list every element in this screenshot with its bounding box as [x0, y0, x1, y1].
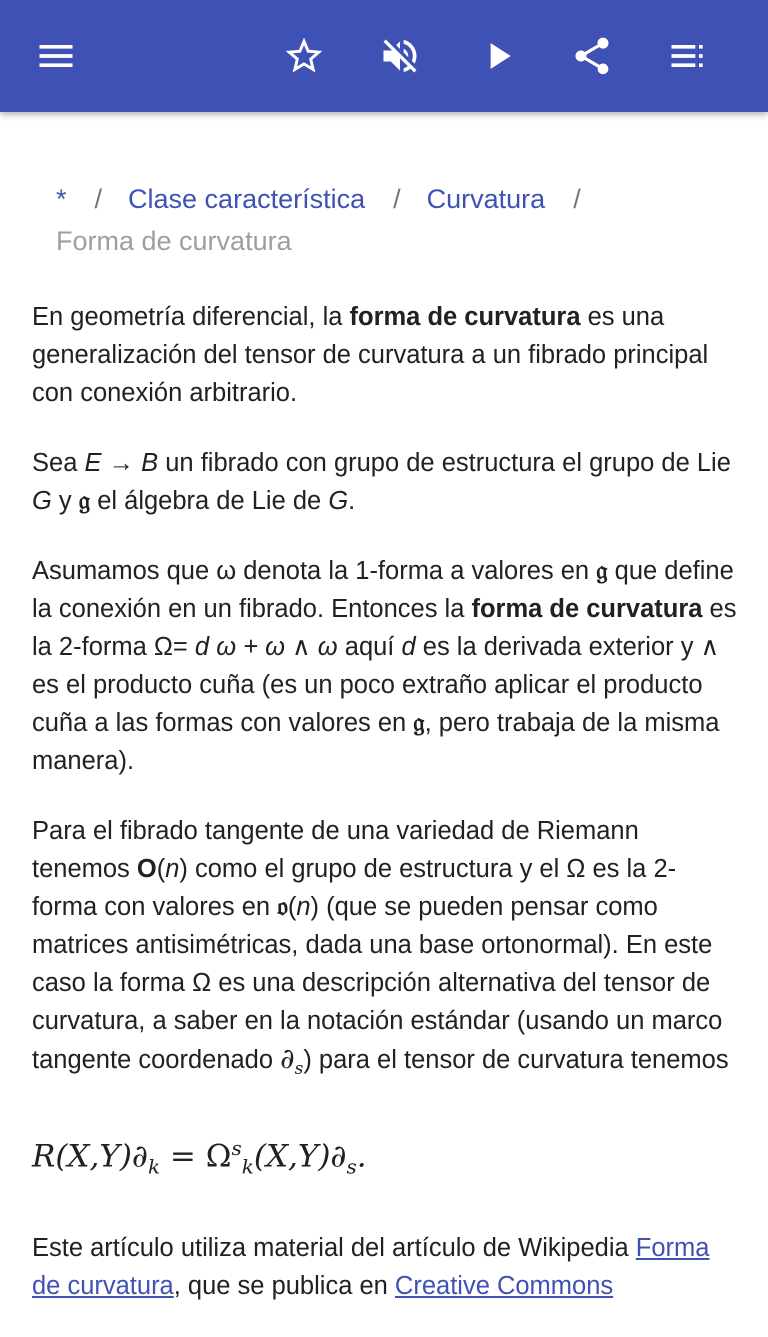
text: ( — [287, 893, 297, 921]
formula-superscript: s — [231, 1136, 242, 1161]
play-button[interactable] — [470, 28, 526, 84]
math-fraktur-o: 𝔬 — [277, 892, 288, 922]
license-link[interactable]: Creative Commons — [394, 1271, 614, 1300]
mute-button[interactable] — [372, 28, 428, 84]
formula-part: = Ω — [160, 1138, 232, 1175]
text: ) como el grupo de estructura y el Ω es la 2-forma con valores en — [32, 855, 677, 921]
bold-term: forma de curvatura — [471, 595, 703, 623]
bold-term: forma de curvatura — [349, 303, 581, 331]
formula-part: R(X,Y)∂ — [32, 1138, 148, 1175]
menu-button[interactable] — [28, 28, 84, 84]
breadcrumb-separator: / — [393, 184, 401, 214]
math-fraktur-g: 𝔤 — [596, 556, 608, 586]
formula-subscript: s — [346, 1154, 357, 1179]
paragraph-definition — [32, 444, 738, 520]
breadcrumb-home-link[interactable]: * — [56, 184, 67, 214]
paragraph-attribution — [32, 1229, 738, 1305]
text: el álgebra de Lie de — [90, 487, 329, 515]
formula-subscript: k — [241, 1154, 254, 1179]
text: . — [348, 487, 356, 515]
text: Sea — [32, 449, 85, 477]
hamburger-menu-icon — [34, 34, 78, 78]
math-subscript: s — [294, 1059, 304, 1080]
play-icon — [476, 34, 520, 78]
formula-part: . — [356, 1138, 367, 1175]
article-content — [0, 112, 768, 1300]
article-body — [32, 298, 738, 1337]
playlist-button[interactable] — [660, 28, 716, 84]
math-bold: O — [136, 855, 157, 883]
text: es la derivada exterior y ∧ es el producto cuña (es un poco extraño aplicar el producto cuña a las formas con valores en — [32, 633, 720, 737]
favorite-button[interactable] — [276, 28, 332, 84]
breadcrumb-link-curvatura[interactable]: Curvatura — [426, 184, 546, 214]
breadcrumb-current: Forma de curvatura — [56, 226, 292, 256]
math-inline: n — [165, 855, 180, 883]
math-inline: G — [328, 487, 349, 515]
breadcrumb — [56, 178, 716, 262]
text: ) (que se pueden pensar como matrices antisimétricas, dada una base ortonormal). En este caso la forma Ω es una descripción alternativa del tensor de curvatura, a saber en la notación estándar (usando un marco tangente coordenado — [32, 893, 723, 1074]
text: es la 2-forma Ω= — [32, 595, 737, 661]
breadcrumb-separator: / — [573, 184, 581, 214]
math-inline: d ω + ω ∧ ω — [194, 633, 338, 661]
math-fraktur-g: 𝔤 — [413, 708, 425, 738]
text: ) para el tensor de curvatura tenemos — [303, 1046, 729, 1074]
paragraph-riemann — [32, 812, 738, 1088]
paragraph-connection — [32, 552, 738, 780]
math-inline: n — [296, 893, 311, 921]
text: ( — [156, 855, 166, 883]
text: aquí — [337, 633, 402, 661]
wikipedia-article-link[interactable]: Forma de curvatura — [32, 1233, 710, 1300]
volume-off-icon — [378, 34, 422, 78]
text: un fibrado con grupo de estructura el grupo de Lie — [158, 449, 731, 477]
text: Para el fibrado tangente de una variedad de Riemann tenemos — [32, 817, 639, 883]
math-inline: G — [32, 487, 52, 515]
app-toolbar — [0, 0, 768, 112]
text: Asumamos que ω denota la 1-forma a valores en — [32, 557, 597, 585]
playlist-icon — [666, 34, 710, 78]
formula-part: (X,Y)∂ — [253, 1138, 347, 1175]
math-inline: d — [401, 633, 416, 661]
text: , pero trabaja de la misma manera). — [32, 709, 720, 775]
math-fraktur-g: 𝔤 — [78, 486, 91, 516]
paragraph-intro — [32, 298, 738, 412]
text: , que se publica en — [173, 1271, 395, 1300]
text: En geometría diferencial, la — [32, 303, 350, 331]
text: y — [51, 487, 79, 515]
formula-subscript: k — [147, 1154, 161, 1179]
share-button[interactable] — [564, 28, 620, 84]
text: que define la conexión en un fibrado. Entonces la — [32, 557, 734, 623]
math-inline: E → B — [84, 449, 159, 477]
share-icon — [570, 34, 614, 78]
breadcrumb-link-clase-caracteristica[interactable]: Clase característica — [128, 184, 366, 214]
text: es una generalización del tensor de curvatura a un fibrado principal con conexión arbitrario. — [32, 303, 709, 407]
star-outline-icon — [282, 34, 326, 78]
text: Este artículo utiliza material del artículo de Wikipedia — [32, 1233, 636, 1262]
formula-curvature — [32, 1126, 738, 1189]
breadcrumb-separator: / — [94, 184, 103, 214]
math-partial: ∂ — [280, 1042, 295, 1075]
